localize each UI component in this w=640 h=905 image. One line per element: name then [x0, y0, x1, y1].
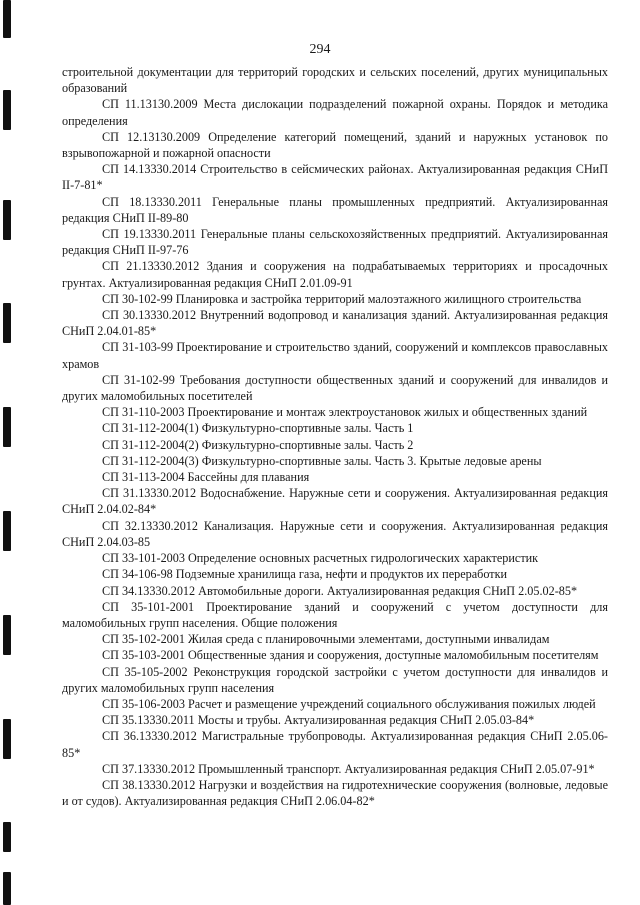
list-item: СП 36.13330.2012 Магистральные трубопроводы. Актуализированная редакция СНиП 2.05.06-85* [62, 729, 608, 760]
list-item: СП 35.13330.2011 Мосты и трубы. Актуализированная редакция СНиП 2.05.03-84* [102, 713, 535, 728]
binding-mark [3, 303, 11, 343]
binding-mark [3, 719, 11, 759]
binding-mark [3, 615, 11, 655]
binding-mark [3, 0, 11, 38]
binding-mark [3, 822, 11, 852]
list-item: СП 34.13330.2012 Автомобильные дороги. Актуализированная редакция СНиП 2.05.02-85* [102, 583, 578, 598]
list-item: СП 11.13130.2009 Места дислокации подразделений пожарной охраны. Порядок и методика определения [62, 97, 608, 128]
list-item: СП 34-106-98 Подземные хранилища газа, нефти и продуктов их переработки [102, 567, 508, 582]
list-item: СП 37.13330.2012 Промышленный транспорт. Актуализированная редакция СНиП 2.05.07-91* [102, 761, 595, 776]
list-item: СП 31-110-2003 Проектирование и монтаж электроустановок жилых и общественных зданий [102, 405, 588, 420]
list-item: СП 33-101-2003 Определение основных расчетных гидрологических характеристик [102, 551, 539, 566]
list-item: СП 31-103-99 Проектирование и строительство зданий, сооружений и комплексов православных храмов [62, 340, 608, 371]
list-item: СП 35-106-2003 Расчет и размещение учреждений социального обслуживания пожилых людей [102, 696, 596, 711]
list-item: СП 12.13130.2009 Определение категорий помещений, зданий и наружных установок по взрывопожарной и пожарной опасности [62, 129, 608, 161]
list-item: СП 31.13330.2012 Водоснабжение. Наружные сети и сооружения. Актуализированная редакция СНиП 2.04.02-84* [62, 486, 608, 517]
list-item: СП 31-102-99 Требования доступности общественных зданий и сооружений для инвалидов и других маломобильных посетителей [62, 372, 608, 404]
list-item: СП 38.13330.2012 Нагрузки и воздействия на гидротехнические сооружения (волновые, ледовые и от судов). Актуализированная редакция СНиП 2.06.04-82* [62, 777, 608, 809]
list-item: СП 30-102-99 Планировка и застройка территорий малоэтажного жилищного строительства [102, 291, 582, 306]
binding-mark [3, 200, 11, 240]
paragraph-continuation: строительной документации для территорий городских и сельских поселений, других муниципальных образований [62, 65, 608, 96]
list-item: СП 35-105-2002 Реконструкция городской застройки с учетом доступности для инвалидов и других маломобильных групп населения [62, 664, 608, 695]
list-item: СП 30.13330.2012 Внутренний водопровод и канализация зданий. Актуализированная редакция СНиП 2.04.01-85* [62, 308, 608, 339]
list-item: СП 31-112-2004(1) Физкультурно-спортивные залы. Часть 1 [102, 421, 414, 436]
binding-mark [3, 872, 11, 905]
list-item: СП 19.13330.2011 Генеральные планы сельскохозяйственных предприятий. Актуализированная редакция СНиП II-97-76 [62, 227, 608, 258]
list-item: СП 31-112-2004(2) Физкультурно-спортивные залы. Часть 2 [102, 437, 414, 452]
binding-mark [3, 407, 11, 447]
list-item: СП 14.13330.2014 Строительство в сейсмических районах. Актуализированная редакция СНиП II-7-81* [62, 162, 608, 193]
binding-mark [3, 511, 11, 551]
list-item: СП 32.13330.2012 Канализация. Наружные сети и сооружения. Актуализированная редакция СНиП 2.04.03-85 [62, 518, 608, 549]
page-number: 294 [309, 42, 331, 57]
list-item: СП 18.13330.2011 Генеральные планы промышленных предприятий. Актуализированная редакция СНиП II-89-80 [62, 194, 608, 225]
list-item: СП 35-101-2001 Проектирование зданий и сооружений с учетом доступности для маломобильных групп населения. Общие положения [62, 599, 608, 630]
list-item: СП 35-102-2001 Жилая среда с планировочными элементами, доступными инвалидам [102, 632, 550, 647]
list-item: СП 35-103-2001 Общественные здания и сооружения, доступные маломобильным посетителям [102, 648, 599, 663]
list-item: СП 21.13330.2012 Здания и сооружения на подрабатываемых территориях и просадочных грунтах. Актуализированная редакция СНиП 2.01.09-91 [62, 259, 608, 290]
document-body [62, 64, 608, 809]
binding-mark [3, 90, 11, 130]
list-item: СП 31-113-2004 Бассейны для плавания [102, 470, 310, 485]
list-item: СП 31-112-2004(3) Физкультурно-спортивные залы. Часть 3. Крытые ледовые арены [102, 453, 542, 468]
